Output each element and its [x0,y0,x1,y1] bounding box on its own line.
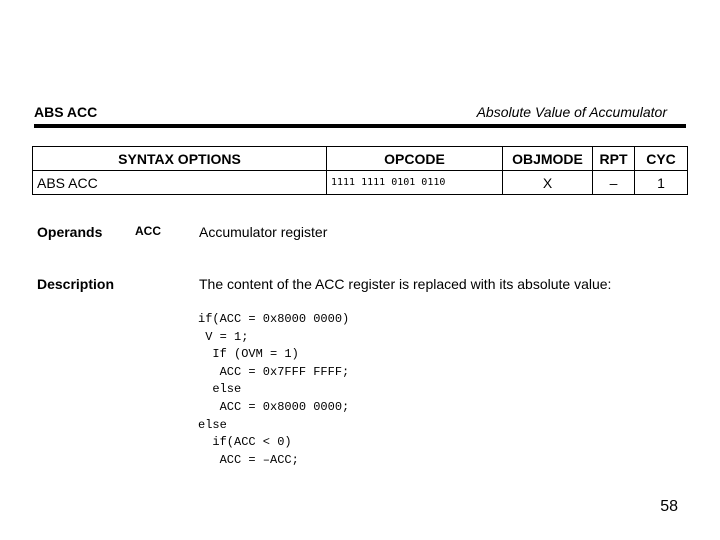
column-header-opcode: OPCODE [327,147,503,171]
syntax-table-header [33,147,688,171]
instruction-subtitle: Absolute Value of Accumulator [476,104,667,120]
column-header-objmode: OBJMODE [503,147,593,171]
pseudocode-block: if(ACC = 0x8000 0000) V = 1; If (OVM = 1) ACC = 0x7FFF FFFF; else ACC = 0x8000 0000; else if(ACC < 0) ACC = –ACC; [198,312,350,467]
table-row [33,171,688,195]
objmode-cell: X [503,171,593,195]
opcode-cell: 1111 1111 0101 0110 [327,171,503,195]
column-header-rpt: RPT [593,147,635,171]
syntax-table [32,146,688,195]
instruction-title: ABS ACC [34,104,98,120]
operand-name: ACC [135,224,161,238]
operands-label: Operands [37,224,103,240]
column-header-syntax: SYNTAX OPTIONS [33,147,327,171]
rpt-cell: – [593,171,635,195]
column-header-cyc: CYC [635,147,688,171]
header-rule [34,124,686,128]
operand-description: Accumulator register [199,224,328,240]
description-label: Description [37,276,115,292]
cyc-cell: 1 [635,171,688,195]
description-text: The content of the ACC register is replaced with its absolute value: [199,276,612,292]
page-number: 58 [660,498,678,515]
syntax-cell: ABS ACC [33,171,327,195]
